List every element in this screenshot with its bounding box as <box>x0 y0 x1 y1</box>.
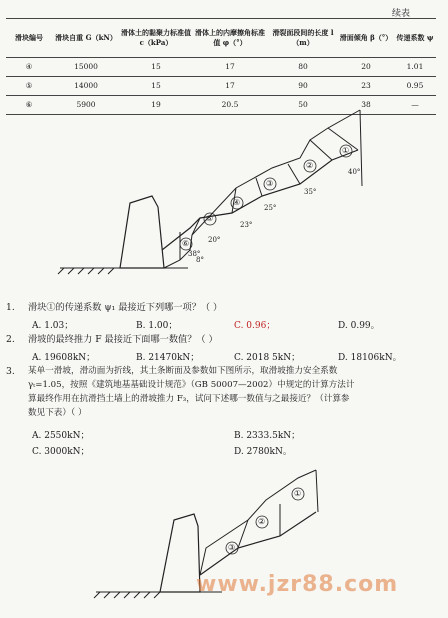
question-3-option-d: D. 2780kN。 <box>234 447 292 457</box>
question-3-option-b: B. 2333.5kN； <box>234 431 301 441</box>
header-cell: 滑面倾角 β（°） <box>338 19 394 58</box>
table-cell: 17 <box>192 58 268 77</box>
table-cell: 50 <box>268 96 338 115</box>
header-cell: 滑裂面段间的长度 l（m） <box>268 19 338 58</box>
question-3-line: 数见下表）（ ） <box>28 408 87 418</box>
retaining-wall <box>160 514 200 592</box>
watermark: www.jzr88.com <box>196 572 399 597</box>
slice-number-circles <box>180 145 352 250</box>
question-2-option-c: C. 2018 5kN； <box>234 353 301 363</box>
table-cell: 23 <box>338 77 394 96</box>
question-1-option-d: D. 0.99。 <box>338 321 380 331</box>
angle-label: 38° <box>188 250 201 258</box>
question-1-number: 1. <box>6 302 15 313</box>
angle-label: 20° <box>208 236 221 244</box>
question-3-line: 算最终作用在抗滑挡土墙上的滑坡推力 F₃，试问下述哪一数值与之最接近？（计算参 <box>28 394 350 404</box>
ground-hatch <box>94 592 160 598</box>
question-2-option-a: A. 19608kN； <box>32 353 96 363</box>
continued-table-label: 续表 <box>392 9 411 19</box>
table-cell: 5900 <box>52 96 120 115</box>
table-cell: 0.95 <box>394 77 436 96</box>
table-cell: 15000 <box>52 58 120 77</box>
table-cell: ④ <box>6 58 52 77</box>
table-cell: 90 <box>268 77 338 96</box>
question-3-option-c: C. 3000kN； <box>32 447 90 457</box>
angle-label: 25° <box>264 204 277 212</box>
slice-label-3: ③ <box>228 543 236 552</box>
question-3-line: γₜ=1.05，按照《建筑地基基础设计规范》（GB 50007—2002）中规定的计算方法计 <box>28 380 355 390</box>
table-cell: 1.01 <box>394 58 436 77</box>
slice-label-1: ① <box>342 146 350 155</box>
header-cell: 滑体上的内摩擦角标准值 φ（°） <box>192 19 268 58</box>
table-cell: — <box>394 96 436 115</box>
question-2-option-b: B. 21470kN； <box>136 353 200 363</box>
question-3-line: 某单一滑坡，滑动面为折线，其土条断面及参数如下图所示，取滑坡推力安全系数 <box>28 366 338 376</box>
angle-label: 23° <box>240 221 253 229</box>
ground-hatch <box>58 268 114 274</box>
slice-label-3: ③ <box>266 179 274 188</box>
question-1-option-c: C. 0.96； <box>234 321 276 331</box>
slice-label-2: ② <box>258 517 266 526</box>
table-cell: ⑤ <box>6 77 52 96</box>
question-1-option-b: B. 1.00； <box>136 321 178 331</box>
table-cell: 15 <box>120 77 192 96</box>
angle-label: 40° <box>348 168 361 176</box>
slice-label-1: ① <box>294 489 302 498</box>
question-2-text: 滑坡的最终推力 F 最接近下面哪一数值？（ ） <box>28 334 218 345</box>
angle-label: 8° <box>196 256 204 264</box>
table-cell: 15 <box>120 58 192 77</box>
question-1-text: 滑块①的传递系数 ψ₁ 最接近下列哪一项？（ ） <box>28 302 223 313</box>
question-2-option-d: D. 18106kN。 <box>338 353 402 363</box>
header-cell: 滑块自重 G（kN） <box>52 19 120 58</box>
table-cell: 14000 <box>52 77 120 96</box>
table-cell: 20.5 <box>192 96 268 115</box>
slice-label-4: ④ <box>233 198 241 207</box>
angle-label: 35° <box>304 188 317 196</box>
table-cell: 20 <box>338 58 394 77</box>
table-cell: ⑥ <box>6 96 52 115</box>
slice-label-5: ⑤ <box>206 214 214 223</box>
header-cell: 滑体土的黏聚力标准值 c（kPa） <box>120 19 192 58</box>
table-cell: 17 <box>192 77 268 96</box>
slice-label-6: ⑥ <box>182 239 190 248</box>
table-cell: 80 <box>268 58 338 77</box>
header-cell: 滑块编号 <box>6 19 52 58</box>
question-3-number: 3. <box>6 366 15 377</box>
slope-top-surface <box>164 110 360 268</box>
slice-label-2: ② <box>306 161 314 170</box>
table-cell: 38 <box>338 96 394 115</box>
slip-surface <box>162 150 361 250</box>
question-2-number: 2. <box>6 334 15 345</box>
retaining-wall <box>120 196 164 268</box>
header-cell: 传递系数 ψ <box>394 19 436 58</box>
table-cell: 19 <box>120 96 192 115</box>
question-3-option-a: A. 2550kN； <box>32 431 90 441</box>
question-1-option-a: A. 1.03； <box>32 321 74 331</box>
